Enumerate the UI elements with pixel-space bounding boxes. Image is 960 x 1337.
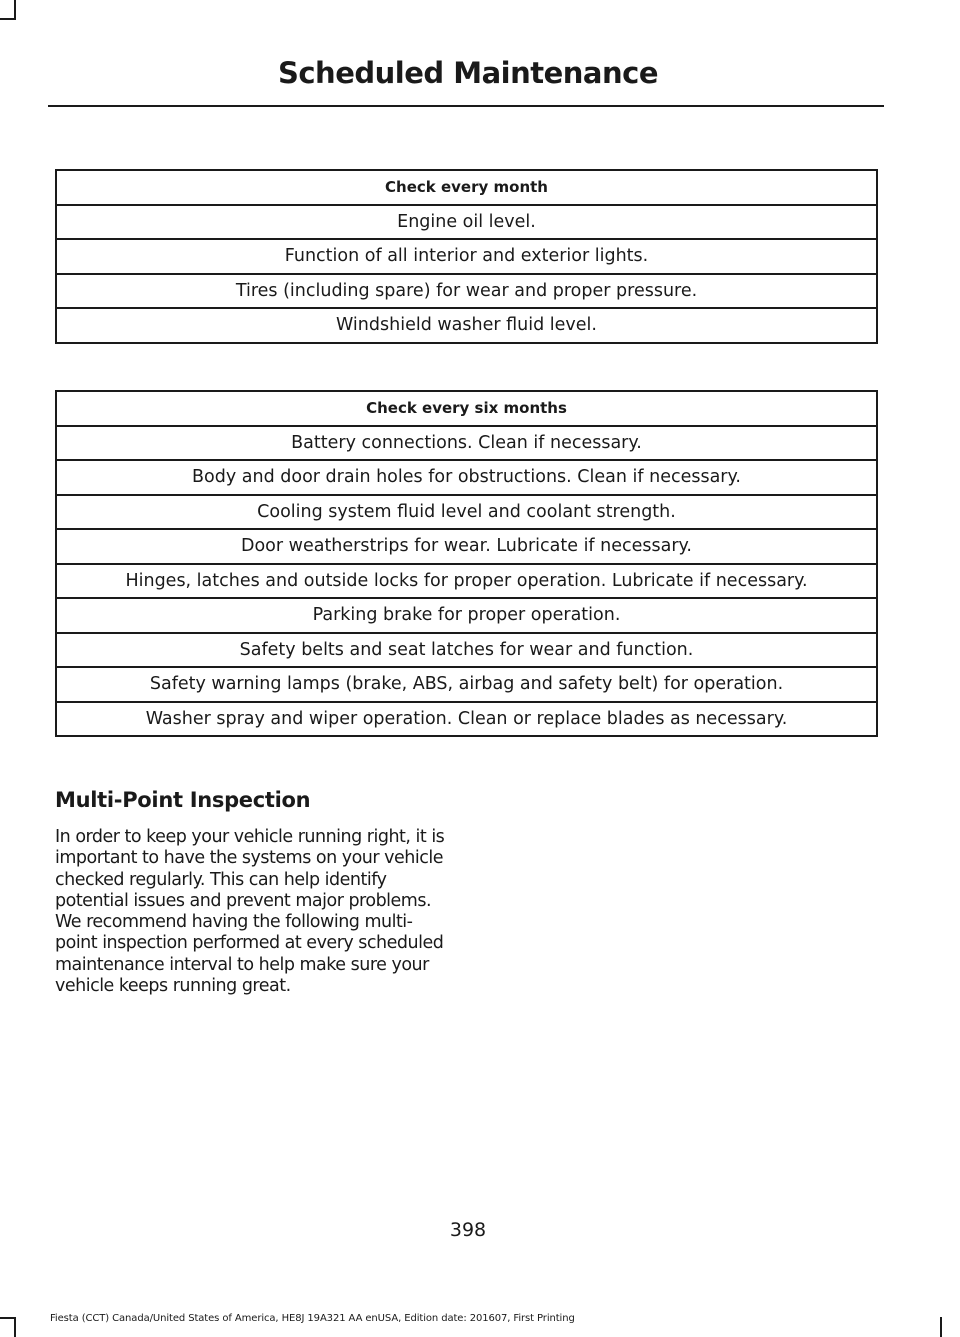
table-row [56, 426, 877, 461]
table-cell: Engine oil level. [56, 205, 877, 240]
monthly-check-table [55, 169, 878, 344]
page-title: Scheduled Maintenance [277, 56, 659, 90]
table-header-row [56, 391, 877, 426]
footer-text: Fiesta (CCT) Canada/United States of America, HE8J 19A321 AA enUSA, Edition date: 201607, First Printing [50, 1313, 575, 1324]
table-row [56, 667, 877, 702]
crop-mark-top-left [14, 0, 16, 20]
table-cell: Cooling system fluid level and coolant strength. [56, 495, 877, 530]
table-row [56, 308, 877, 343]
page-number: 398 [449, 1219, 487, 1241]
section-heading: Multi-Point Inspection [55, 788, 311, 812]
table-cell: Door weatherstrips for wear. Lubricate if necessary. [56, 529, 877, 564]
table-row [56, 633, 877, 668]
table-header-row [56, 170, 877, 205]
table-cell: Tires (including spare) for wear and proper pressure. [56, 274, 877, 309]
table-heading: Check every six months [56, 391, 877, 426]
table-row [56, 205, 877, 240]
table-cell: Battery connections. Clean if necessary. [56, 426, 877, 461]
six-month-check-table [55, 390, 878, 737]
crop-mark-bottom-left [0, 1317, 16, 1319]
table-row [56, 529, 877, 564]
crop-mark-bottom-right [940, 1317, 942, 1337]
table-cell: Safety belts and seat latches for wear and function. [56, 633, 877, 668]
crop-mark-top-left [0, 18, 16, 20]
table-cell: Function of all interior and exterior lights. [56, 239, 877, 274]
table-cell: Windshield washer fluid level. [56, 308, 877, 343]
table-cell: Safety warning lamps (brake, ABS, airbag and safety belt) for operation. [56, 667, 877, 702]
table-cell: Washer spray and wiper operation. Clean or replace blades as necessary. [56, 702, 877, 737]
crop-mark-bottom-left [14, 1317, 16, 1337]
table-row [56, 460, 877, 495]
table-row [56, 274, 877, 309]
table-cell: Hinges, latches and outside locks for proper operation. Lubricate if necessary. [56, 564, 877, 599]
table-row [56, 495, 877, 530]
table-row [56, 702, 877, 737]
table-row [56, 598, 877, 633]
table-cell: Parking brake for proper operation. [56, 598, 877, 633]
table-cell: Body and door drain holes for obstructions. Clean if necessary. [56, 460, 877, 495]
table-row [56, 564, 877, 599]
header-divider [48, 105, 884, 107]
body-paragraph: In order to keep your vehicle running right, it is important to have the systems on your vehicle checked regularly. This can help identify potential issues and prevent major problems. We recommend having the following multi-point inspection performed at every scheduled maintenance interval to help make sure your vehicle keeps running great. [55, 827, 445, 997]
table-row [56, 239, 877, 274]
table-heading: Check every month [56, 170, 877, 205]
